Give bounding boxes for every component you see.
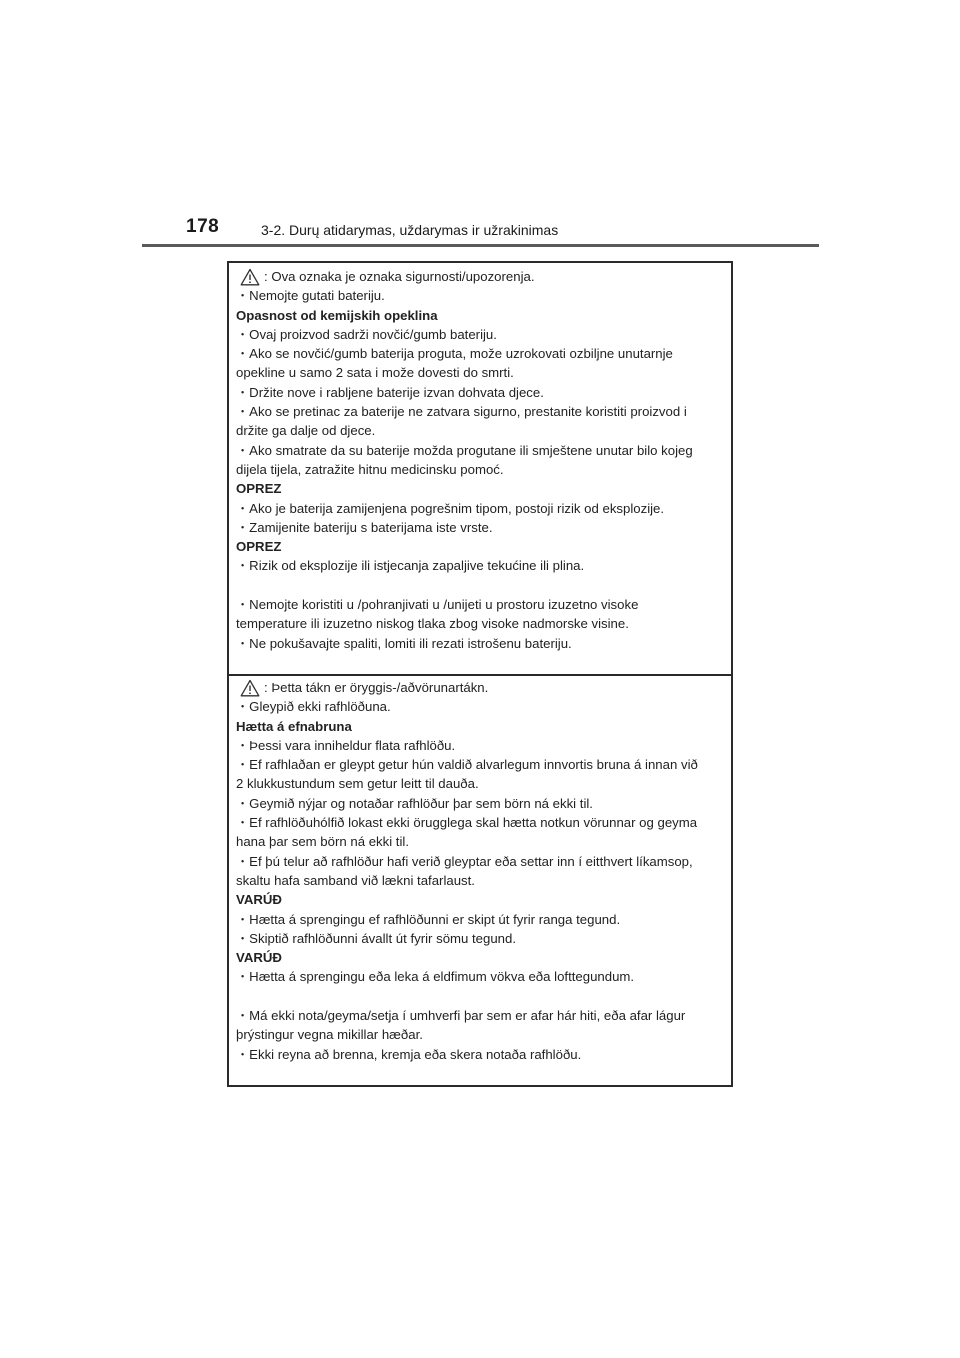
warning-heading: OPREZ bbox=[236, 481, 282, 497]
croatian-warning-panel bbox=[229, 263, 731, 674]
warning-text-line: opekline u samo 2 sata i može dovesti do smrti. bbox=[236, 365, 514, 381]
warning-heading: Hætta á efnabruna bbox=[236, 718, 352, 734]
symbol-legend bbox=[236, 678, 725, 697]
warning-text-line: ・Ako se pretinac za baterije ne zatvara sigurno, prestanite koristiti proizvod i bbox=[236, 404, 687, 420]
symbol-legend bbox=[236, 267, 725, 286]
warning-text-line: 2 klukkustundum sem getur leitt til dauða. bbox=[236, 776, 479, 792]
warning-text-line: ・Ne pokušavajte spaliti, lomiti ili rezati istrošenu bateriju. bbox=[236, 635, 572, 651]
warning-heading: VARÚÐ bbox=[236, 892, 282, 908]
warning-text-line: ・Ako smatrate da su baterije možda progutane ili smještene unutar bilo kojeg bbox=[236, 442, 693, 458]
warning-text-line: ・Hætta á sprengingu ef rafhlöðunni er skipt út fyrir ranga tegund. bbox=[236, 911, 621, 927]
warning-text-line: ・Nemojte koristiti u /pohranjivati u /unijeti u prostoru izuzetno visoke bbox=[236, 597, 639, 613]
warning-text-line: ・Ako se novčić/gumb baterija proguta, može uzrokovati ozbiljne unutarnje bbox=[236, 346, 673, 362]
blank-line bbox=[236, 987, 725, 1006]
header-rule bbox=[142, 244, 819, 247]
warning-text-line: ・Zamijenite bateriju s baterijama iste vrste. bbox=[236, 519, 493, 535]
symbol-legend-text: : Þetta tákn er öryggis-/aðvörunartákn. bbox=[264, 680, 489, 695]
warning-text-line: hana þar sem börn ná ekki til. bbox=[236, 834, 409, 850]
warning-text-line: ・Má ekki nota/geyma/setja í umhverfi þar sem er afar hár hiti, eða afar lágur bbox=[236, 1008, 686, 1024]
warning-heading: OPREZ bbox=[236, 539, 282, 555]
warning-heading: Opasnost od kemijskih opeklina bbox=[236, 307, 438, 323]
warning-text-line: držite ga dalje od djece. bbox=[236, 423, 376, 439]
symbol-legend-text: : Ova oznaka je oznaka sigurnosti/upozorenja. bbox=[264, 269, 535, 284]
warning-triangle-icon bbox=[240, 268, 260, 286]
warning-text-line: ・Rizik od eksplozije ili istjecanja zapaljive tekućine ili plina. bbox=[236, 558, 585, 574]
warning-text-line: ・Gleypið ekki rafhlöðuna. bbox=[236, 699, 391, 715]
warning-text-line: ・Nemojte gutati bateriju. bbox=[236, 288, 385, 304]
warning-heading: VARÚÐ bbox=[236, 950, 282, 966]
warning-text-line: ・Skiptið rafhlöðunni ávallt út fyrir sömu tegund. bbox=[236, 930, 517, 946]
blank-line bbox=[236, 576, 725, 595]
warning-text-line: ・Ef þú telur að rafhlöður hafi verið gleyptar eða settar inn í eitthvert líkamsop, bbox=[236, 853, 693, 869]
warning-text-line: dijela tijela, zatražite hitnu medicinsku pomoć. bbox=[236, 461, 504, 477]
warning-triangle-icon bbox=[240, 679, 260, 697]
warning-text-line: skaltu hafa samband við lækni tafarlaust. bbox=[236, 872, 475, 888]
battery-warning-box bbox=[227, 261, 733, 1087]
warning-text-line: ・Hætta á sprengingu eða leka á eldfimum vökva eða lofttegundum. bbox=[236, 969, 635, 985]
warning-text-line: temperature ili izuzetno niskog tlaka zbog visoke nadmorske visine. bbox=[236, 616, 629, 632]
page-number: 178 bbox=[186, 216, 220, 237]
warning-text-line: þrýstingur vegna mikillar hæðar. bbox=[236, 1027, 423, 1043]
icelandic-warning-panel bbox=[229, 676, 731, 1085]
warning-text-line: ・Ef rafhlaðan er gleypt getur hún valdið alvarlegum innvortis bruna á innan við bbox=[236, 757, 698, 773]
warning-text-line: ・Ef rafhlöðuhólfið lokast ekki örugglega skal hætta notkun vörunnar og geyma bbox=[236, 815, 698, 831]
warning-text-line: ・Geymið nýjar og notaðar rafhlöður þar sem börn ná ekki til. bbox=[236, 795, 593, 811]
section-title: 3-2. Durų atidarymas, uždarymas ir užrakinimas bbox=[261, 222, 559, 238]
warning-text-line: ・Þessi vara inniheldur flata rafhlöðu. bbox=[236, 737, 456, 753]
warning-text-line: ・Ovaj proizvod sadrži novčić/gumb bateriju. bbox=[236, 326, 497, 342]
warning-text-line: ・Ako je baterija zamijenjena pogrešnim tipom, postoji rizik od eksplozije. bbox=[236, 500, 665, 516]
warning-text-line: ・Držite nove i rabljene baterije izvan dohvata djece. bbox=[236, 384, 544, 400]
warning-text-line: ・Ekki reyna að brenna, kremja eða skera notaða rafhlöðu. bbox=[236, 1046, 582, 1062]
